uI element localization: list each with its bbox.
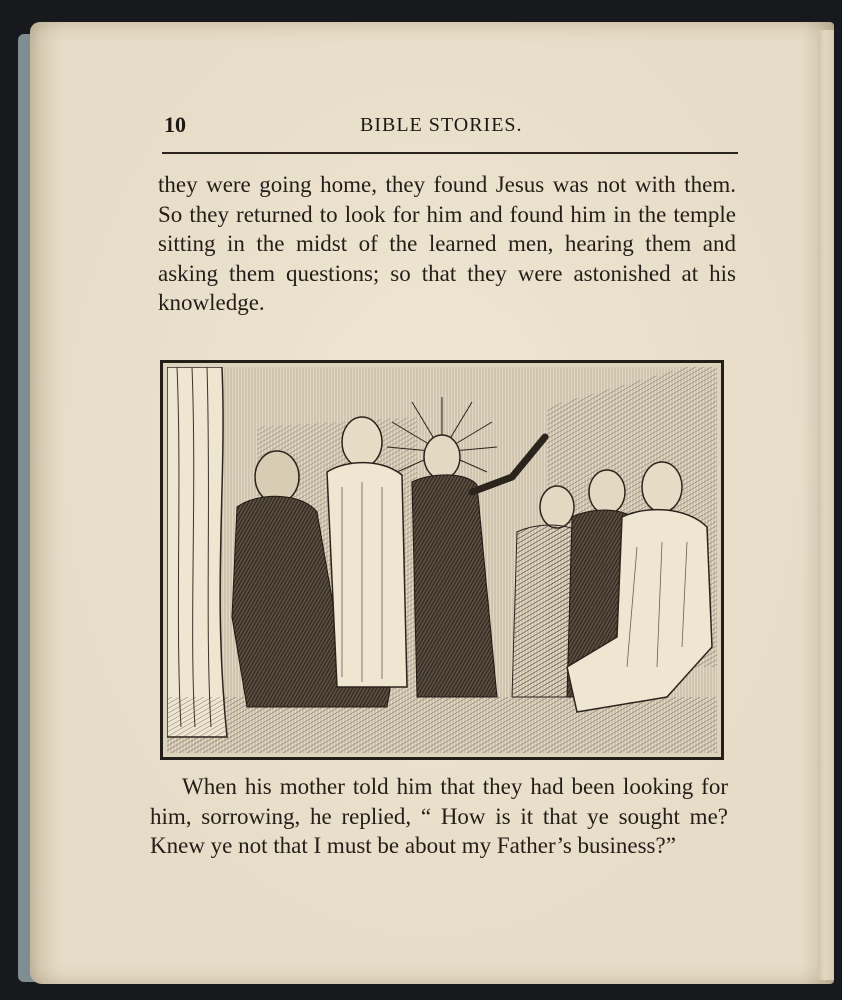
page-number: 10 [164,112,186,137]
page-header [164,112,738,142]
paragraph-2: When his mother told him that they had been looking for him, sorrowing, he replied, “ How is it that ye sought me? Knew ye not that I must be about my Father’s business?” [150,774,728,858]
illustration-frame [160,360,724,760]
paragraph-1: they were going home, they found Jesus was not with them. So they returned to look for him and found him in the temple sitting in the midst of the learned men, hearing them and asking them questions; so that they were astonished at his knowledge. [158,172,736,315]
header-rule [162,152,738,154]
woodcut-engraving-icon [167,367,717,753]
page-gutter [818,30,834,980]
running-title: BIBLE STORIES. [360,114,523,136]
